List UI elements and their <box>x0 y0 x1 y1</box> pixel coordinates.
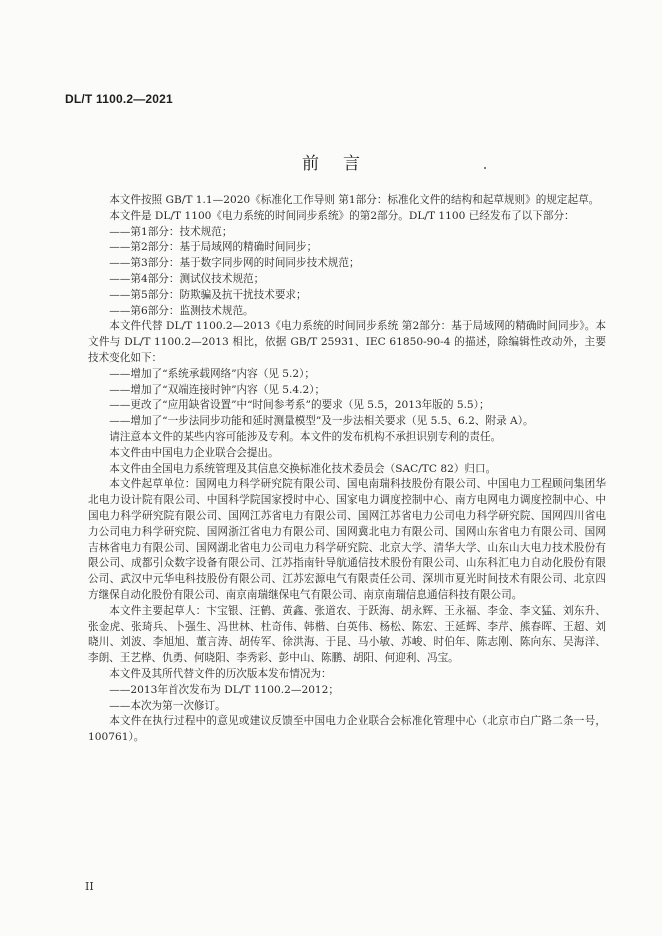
page-title: 前言 <box>302 154 384 174</box>
list-item-history: ——本次为第一次修订。 <box>109 699 226 712</box>
paragraph-series-intro: 本文件是 DL/T 1100《电力系统的时间同步系统》的第2部分。DL/T 1100 已经发布了以下部分： <box>109 209 575 222</box>
list-item-part: ——第1部分：技术规范； <box>109 225 233 238</box>
paragraph-patent-notice: 请注意本文件的某些内容可能涉及专利。本文件的发布机构不承担识别专利的责任。 <box>109 430 502 443</box>
list-item-part: ——第2部分：基于局域网的精确时间同步； <box>109 241 318 254</box>
paragraph-drafters: 本文件主要起草人：卞宝银、汪鹤、黄鑫、张道农、于跃海、胡永辉、王永福、李金、李文猛、刘东升、张金虎、张琦兵、卜强生、冯世林、杜奇伟、韩楷、白英伟、杨松、陈宏、王延辉、李芹、熊春晖、王超、刘晓川、刘波、李旭旭、董言涛、胡传军、徐洪海、于昆、马小敏、苏峻、时伯年、陈志刚、陈向东、吴海洋、李朗、王艺桦、仇勇、何晓阳、李秀彩、彭中山、陈鹏、胡阳、何迎利、冯宝。 <box>88 604 606 665</box>
paragraph-committee: 本文件由全国电力系统管理及其信息交换标准化技术委员会（SAC/TC 82）归口。 <box>109 462 497 475</box>
list-item-change: ——增加了“双端连接时钟”内容（见 5.4.2）； <box>109 383 326 396</box>
paragraph-drafting-units: 本文件起草单位：国网电力科学研究院有限公司、国电南瑞科技股份有限公司、中国电力工程顾问集团华北电力设计院有限公司、中国科学院国家授时中心、国家电力调度控制中心、南方电网电力调度控制中心、中国电力科学研究院有限公司、国网江苏省电力有限公司、国网江苏省电力公司电力科学研究院、国网四川省电力公司电力科学研究院、国网浙江省电力有限公司、国网冀北电力有限公司、国网山东省电力有限公司、国网吉林省电力有限公司、国网湖北省电力公司电力科学研究院、北京大学、清华大学、山东山大电力技术股份有限公司、成都引众数字设备有限公司、江苏指南针导航通信技术股份有限公司、山东科汇电力自动化股份有限公司、武汉中元华电科技股份有限公司、江苏宏源电气有限责任公司、深圳市夏光时间技术有限公司、北京四方继保自动化股份有限公司、南京南瑞继保电气有限公司、南京南瑞信息通信科技有限公司。 <box>88 478 606 601</box>
paragraph-replacement: 本文件代替 DL/T 1100.2—2013《电力系统的时间同步系统 第2部分：基于局域网的精确时间同步》。本文件与 DL/T 1100.2—2013 相比，依据 GB/T 25931、IEC 61850-90-4 的描述，除编辑性改动外，主要技术变化如下： <box>88 320 606 364</box>
list-item-change: ——更改了“应用缺省设置”中“时间参考系”的要求（见 5.5，2013年版的 5.5）； <box>109 399 490 412</box>
list-item-part: ——第3部分：基于数字同步网的时间同步技术规范； <box>109 257 360 270</box>
foreword-body <box>88 193 606 746</box>
paragraph-history-intro: 本文件及其所代替文件的历次版本发布情况为： <box>109 667 332 680</box>
list-item-history: ——2013年首次发布为 DL/T 1100.2—2012； <box>109 683 340 696</box>
list-item-part: ——第4部分：测试仪技术规范； <box>109 272 265 285</box>
paragraph-proposer: 本文件由中国电力企业联合会提出。 <box>109 446 279 459</box>
list-item-change: ——增加了“系统承载网络”内容（见 5.2）； <box>109 367 316 380</box>
document-code: DL/T 1100.2—2021 <box>65 92 173 106</box>
stray-dot <box>484 167 486 169</box>
list-item-part: ——第5部分：防欺骗及抗干扰技术要求； <box>109 288 307 301</box>
list-item-part: ——第6部分：监测技术规范。 <box>109 304 254 317</box>
paragraph-drafting-rules: 本文件按照 GB/T 1.1—2020《标准化工作导则 第1部分：标准化文件的结构和起草规则》的规定起草。 <box>109 194 600 206</box>
page-number: II <box>85 880 94 893</box>
list-item-change: ——增加了“一步法同步功能和延时测量模型”及一步法相关要求（见 5.5、6.2、附录 A）。 <box>109 415 534 428</box>
paragraph-feedback: 本文件在执行过程中的意见或建议反馈至中国电力企业联合会标准化管理中心（北京市白广路二条一号，100761）。 <box>88 715 606 744</box>
